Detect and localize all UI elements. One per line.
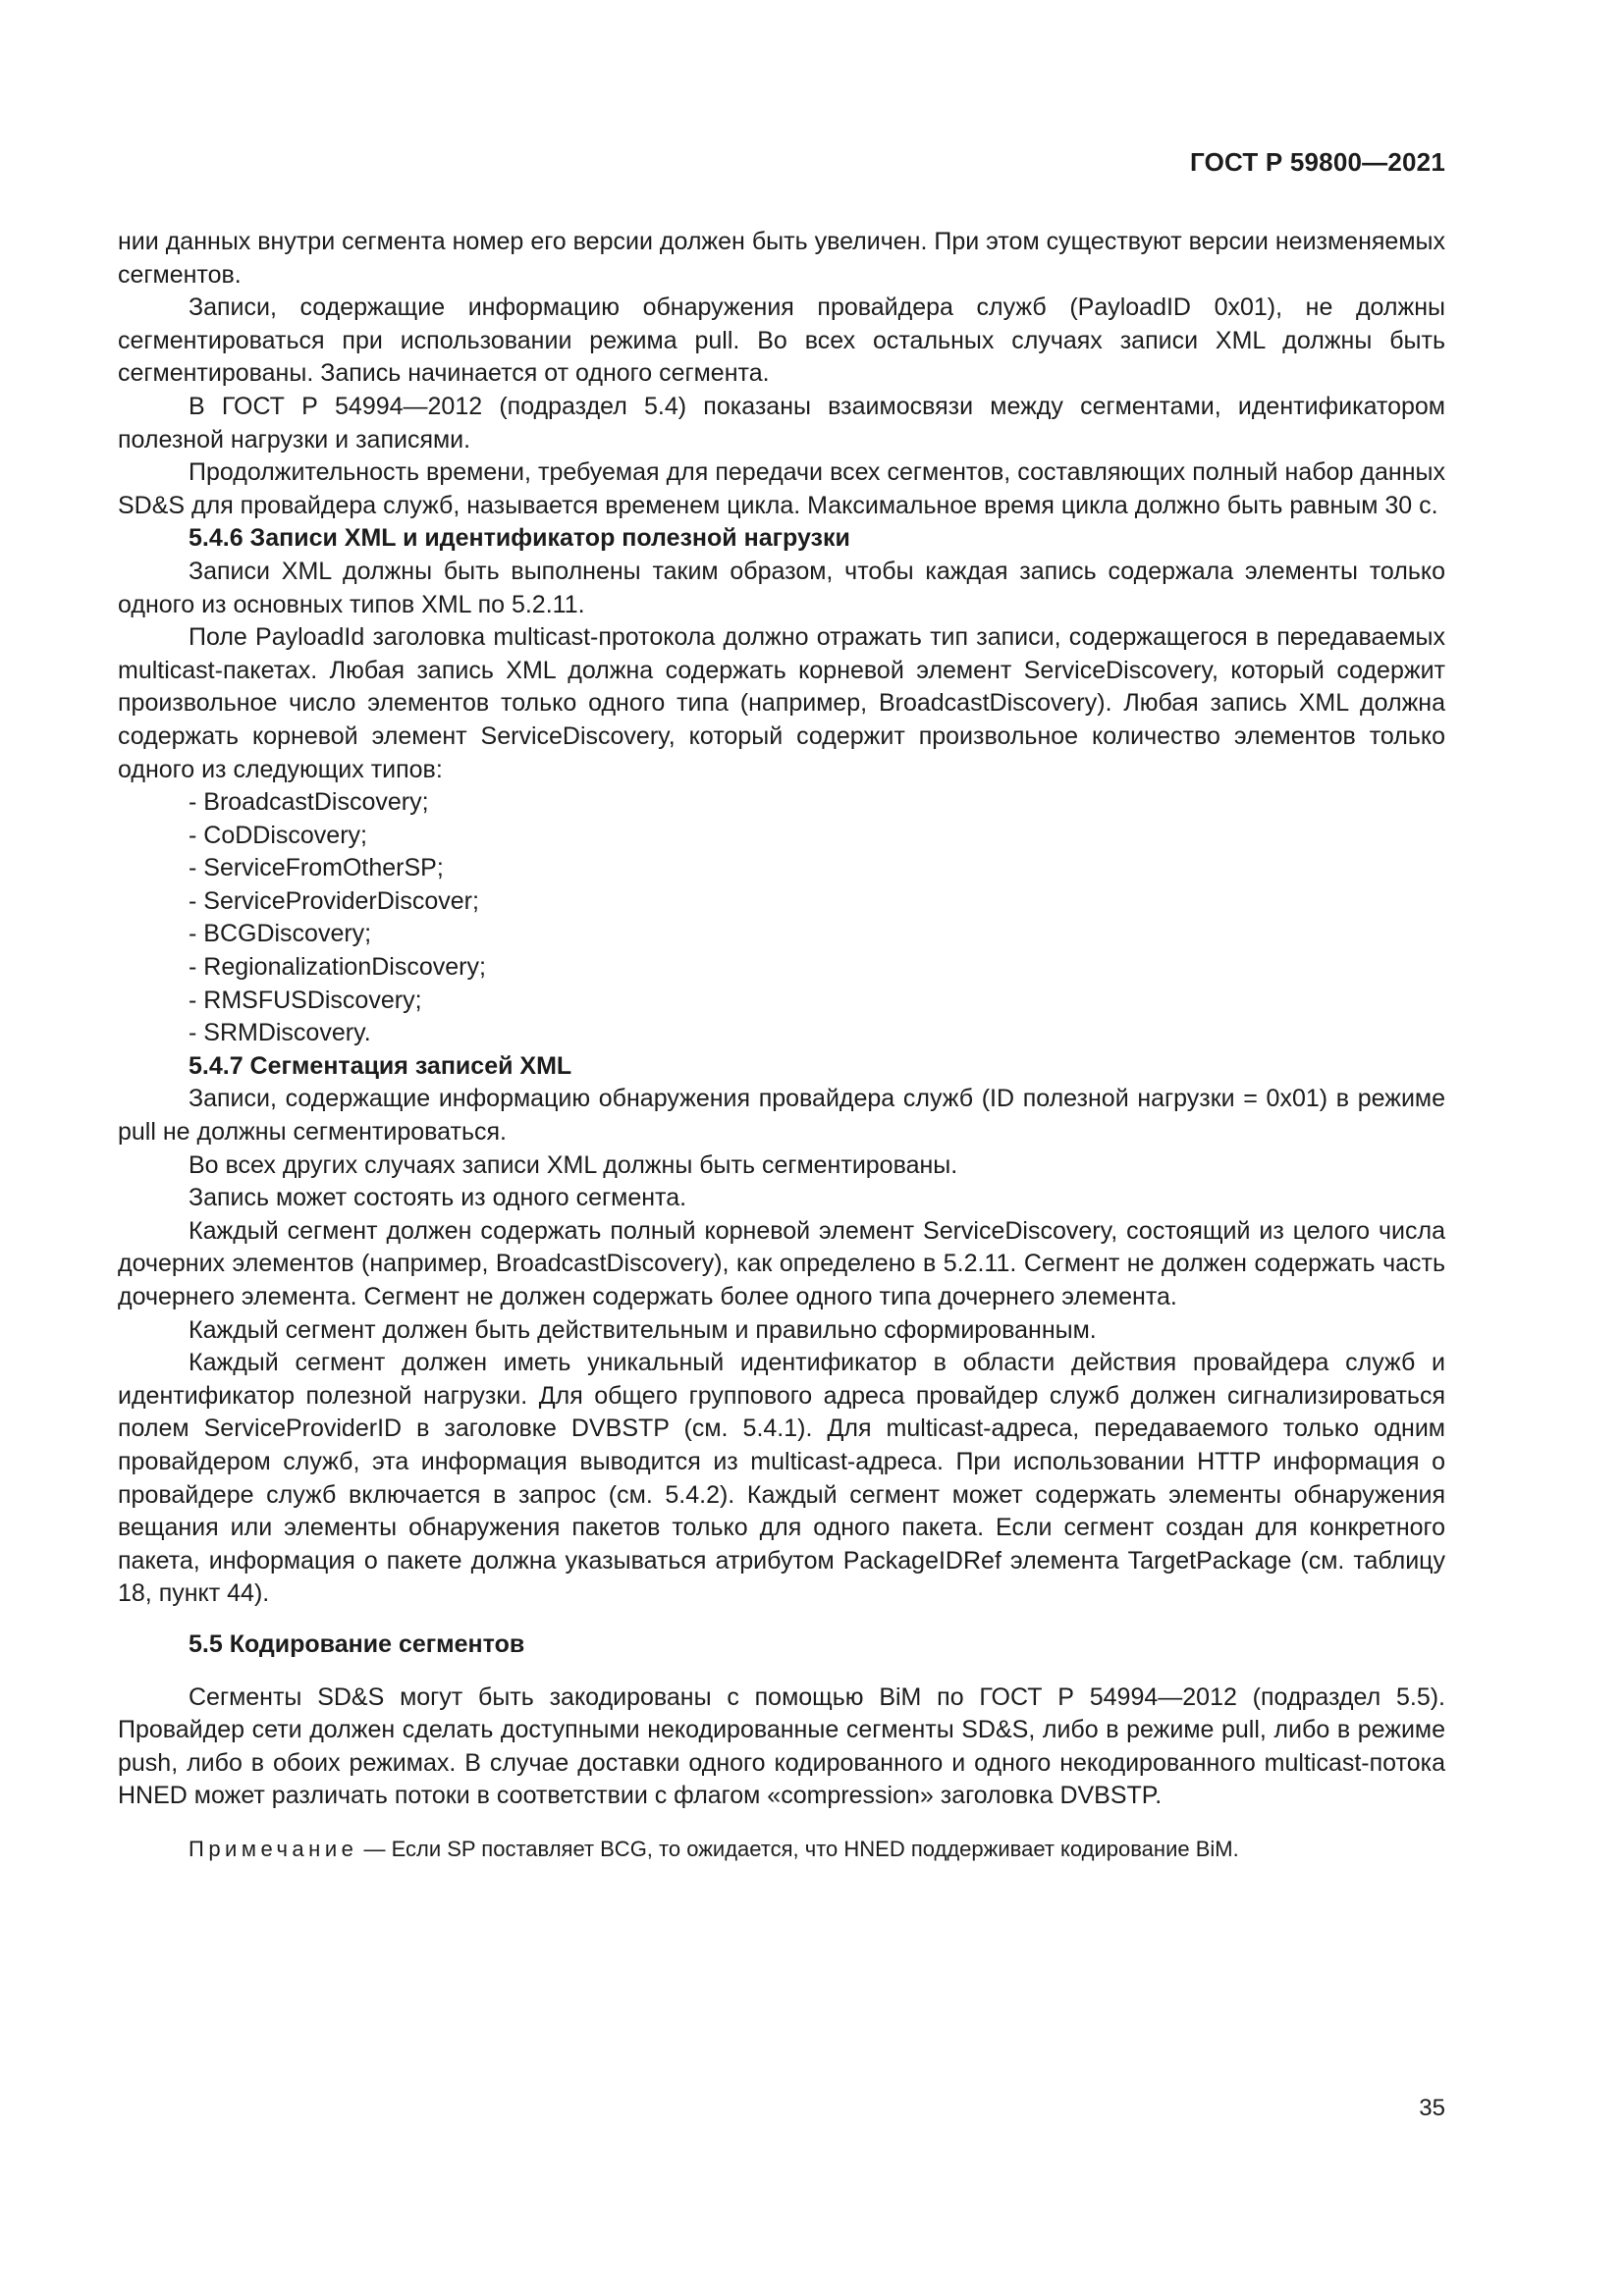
list-item: - BroadcastDiscovery; [189,788,429,817]
section-heading-5-4-6: 5.4.6 Записи XML и идентификатор полезной нагрузки [189,524,850,553]
paragraph: Во всех других случаях записи XML должны быть сегментированы. [189,1150,958,1179]
list-item: - RMSFUSDiscovery; [189,986,422,1014]
list-item: - CoDDiscovery; [189,821,367,849]
paragraph: Записи, содержащие информацию обнаружения провайдера служб (ID полезной нагрузки = 0x01) в режиме pull не должны сегментироваться. [118,1085,1445,1147]
list-item: - SRMDiscovery. [189,1019,371,1047]
paragraph: Сегменты SD&S могут быть закодированы с помощью BiM по ГОСТ Р 54994—2012 (подраздел 5.5). Провайдер сети должен сделать доступными некодированные сегменты SD&S, либо в режиме pull, либо в режиме push, либо в обоих режимах. В случае доставки одного кодированного и одного некодированного multicast-потока HNED может различать потоки в соответствии с флагом «compression» заголовка DVBSTP. [118,1682,1445,1810]
paragraph: Продолжительность времени, требуемая для передачи всех сегментов, составляющих полный набор данных SD&S для провайдера служб, называется временем цикла. Максимальное время цикла должно быть равным 30 с. [118,458,1445,519]
paragraph: Каждый сегмент должен содержать полный корневой элемент ServiceDiscovery, состоящий из целого числа дочерних элементов (например, BroadcastDiscovery), как определено в 5.2.11. Сегмент не должен содержать часть дочернего элемента. Сегмент не должен содержать более одного типа дочернего элемента. [118,1216,1445,1310]
document-body [118,226,1445,1866]
paragraph: Записи XML должны быть выполнены таким образом, чтобы каждая запись содержала элементы только одного из основных типов XML по 5.2.11. [118,557,1445,618]
standard-designation: ГОСТ Р 59800—2021 [1190,147,1445,177]
list-item: - RegionalizationDiscovery; [189,953,486,982]
paragraph: Запись может состоять из одного сегмента. [189,1184,687,1212]
list-item: - ServiceFromOtherSP; [189,854,444,882]
paragraph: Записи, содержащие информацию обнаружения провайдера служб (PayloadID 0x01), не должны сегментироваться при использовании режима pull. Во всех остальных случаях записи XML должны быть сегментированы. Запись начинается от одного сегмента. [118,294,1445,388]
paragraph: В ГОСТ Р 54994—2012 (подраздел 5.4) показаны взаимосвязи между сегментами, идентификатором полезной нагрузки и записями. [118,392,1445,454]
note-label: Примечание [189,1836,358,1861]
section-heading-5-4-7: 5.4.7 Сегментация записей XML [189,1051,572,1080]
list-item: - BCGDiscovery; [189,920,372,948]
page-number: 35 [1419,2095,1445,2121]
list-item: - ServiceProviderDiscover; [189,886,479,915]
note-text: — Если SP поставляет BCG, то ожидается, что HNED поддерживает кодирование BiM. [357,1836,1239,1861]
note [118,1833,1445,1866]
paragraph: Поле PayloadId заголовка multicast-протокола должно отражать тип записи, содержащегося в передаваемых multicast-пакетах. Любая запись XML должна содержать корневой элемент ServiceDiscovery, который содержит произвольное число элементов только одного типа (например, BroadcastDiscovery). Любая запись XML должна содержать корневой элемент ServiceDiscovery, который содержит произвольное количество элементов только одного из следующих типов: [118,623,1445,783]
paragraph: Каждый сегмент должен быть действительным и правильно сформированным. [189,1315,1097,1344]
section-heading-5-5: 5.5 Кодирование сегментов [189,1629,525,1658]
paragraph: Каждый сегмент должен иметь уникальный идентификатор в области действия провайдера служб и идентификатор полезной нагрузки. Для общего группового адреса провайдер служб должен сигнализироваться полем ServiceProviderID в заголовке DVBSTP (см. 5.4.1). Для multicast-адреса, передаваемого только одним провайдером служб, эта информация выводится из multicast-адреса. При использовании HTTP информация о провайдере служб включается в запрос (см. 5.4.2). Каждый сегмент может содержать элементы обнаружения вещания или элементы обнаружения пакетов только для одного пакета. Если сегмент создан для конкретного пакета, информация о пакете должна указываться атрибутом PackageIDRef элемента TargetPackage (см. таблицу 18, пункт 44). [118,1349,1445,1608]
paragraph: нии данных внутри сегмента номер его версии должен быть увеличен. При этом существуют версии неизменяемых сегментов. [118,228,1445,289]
